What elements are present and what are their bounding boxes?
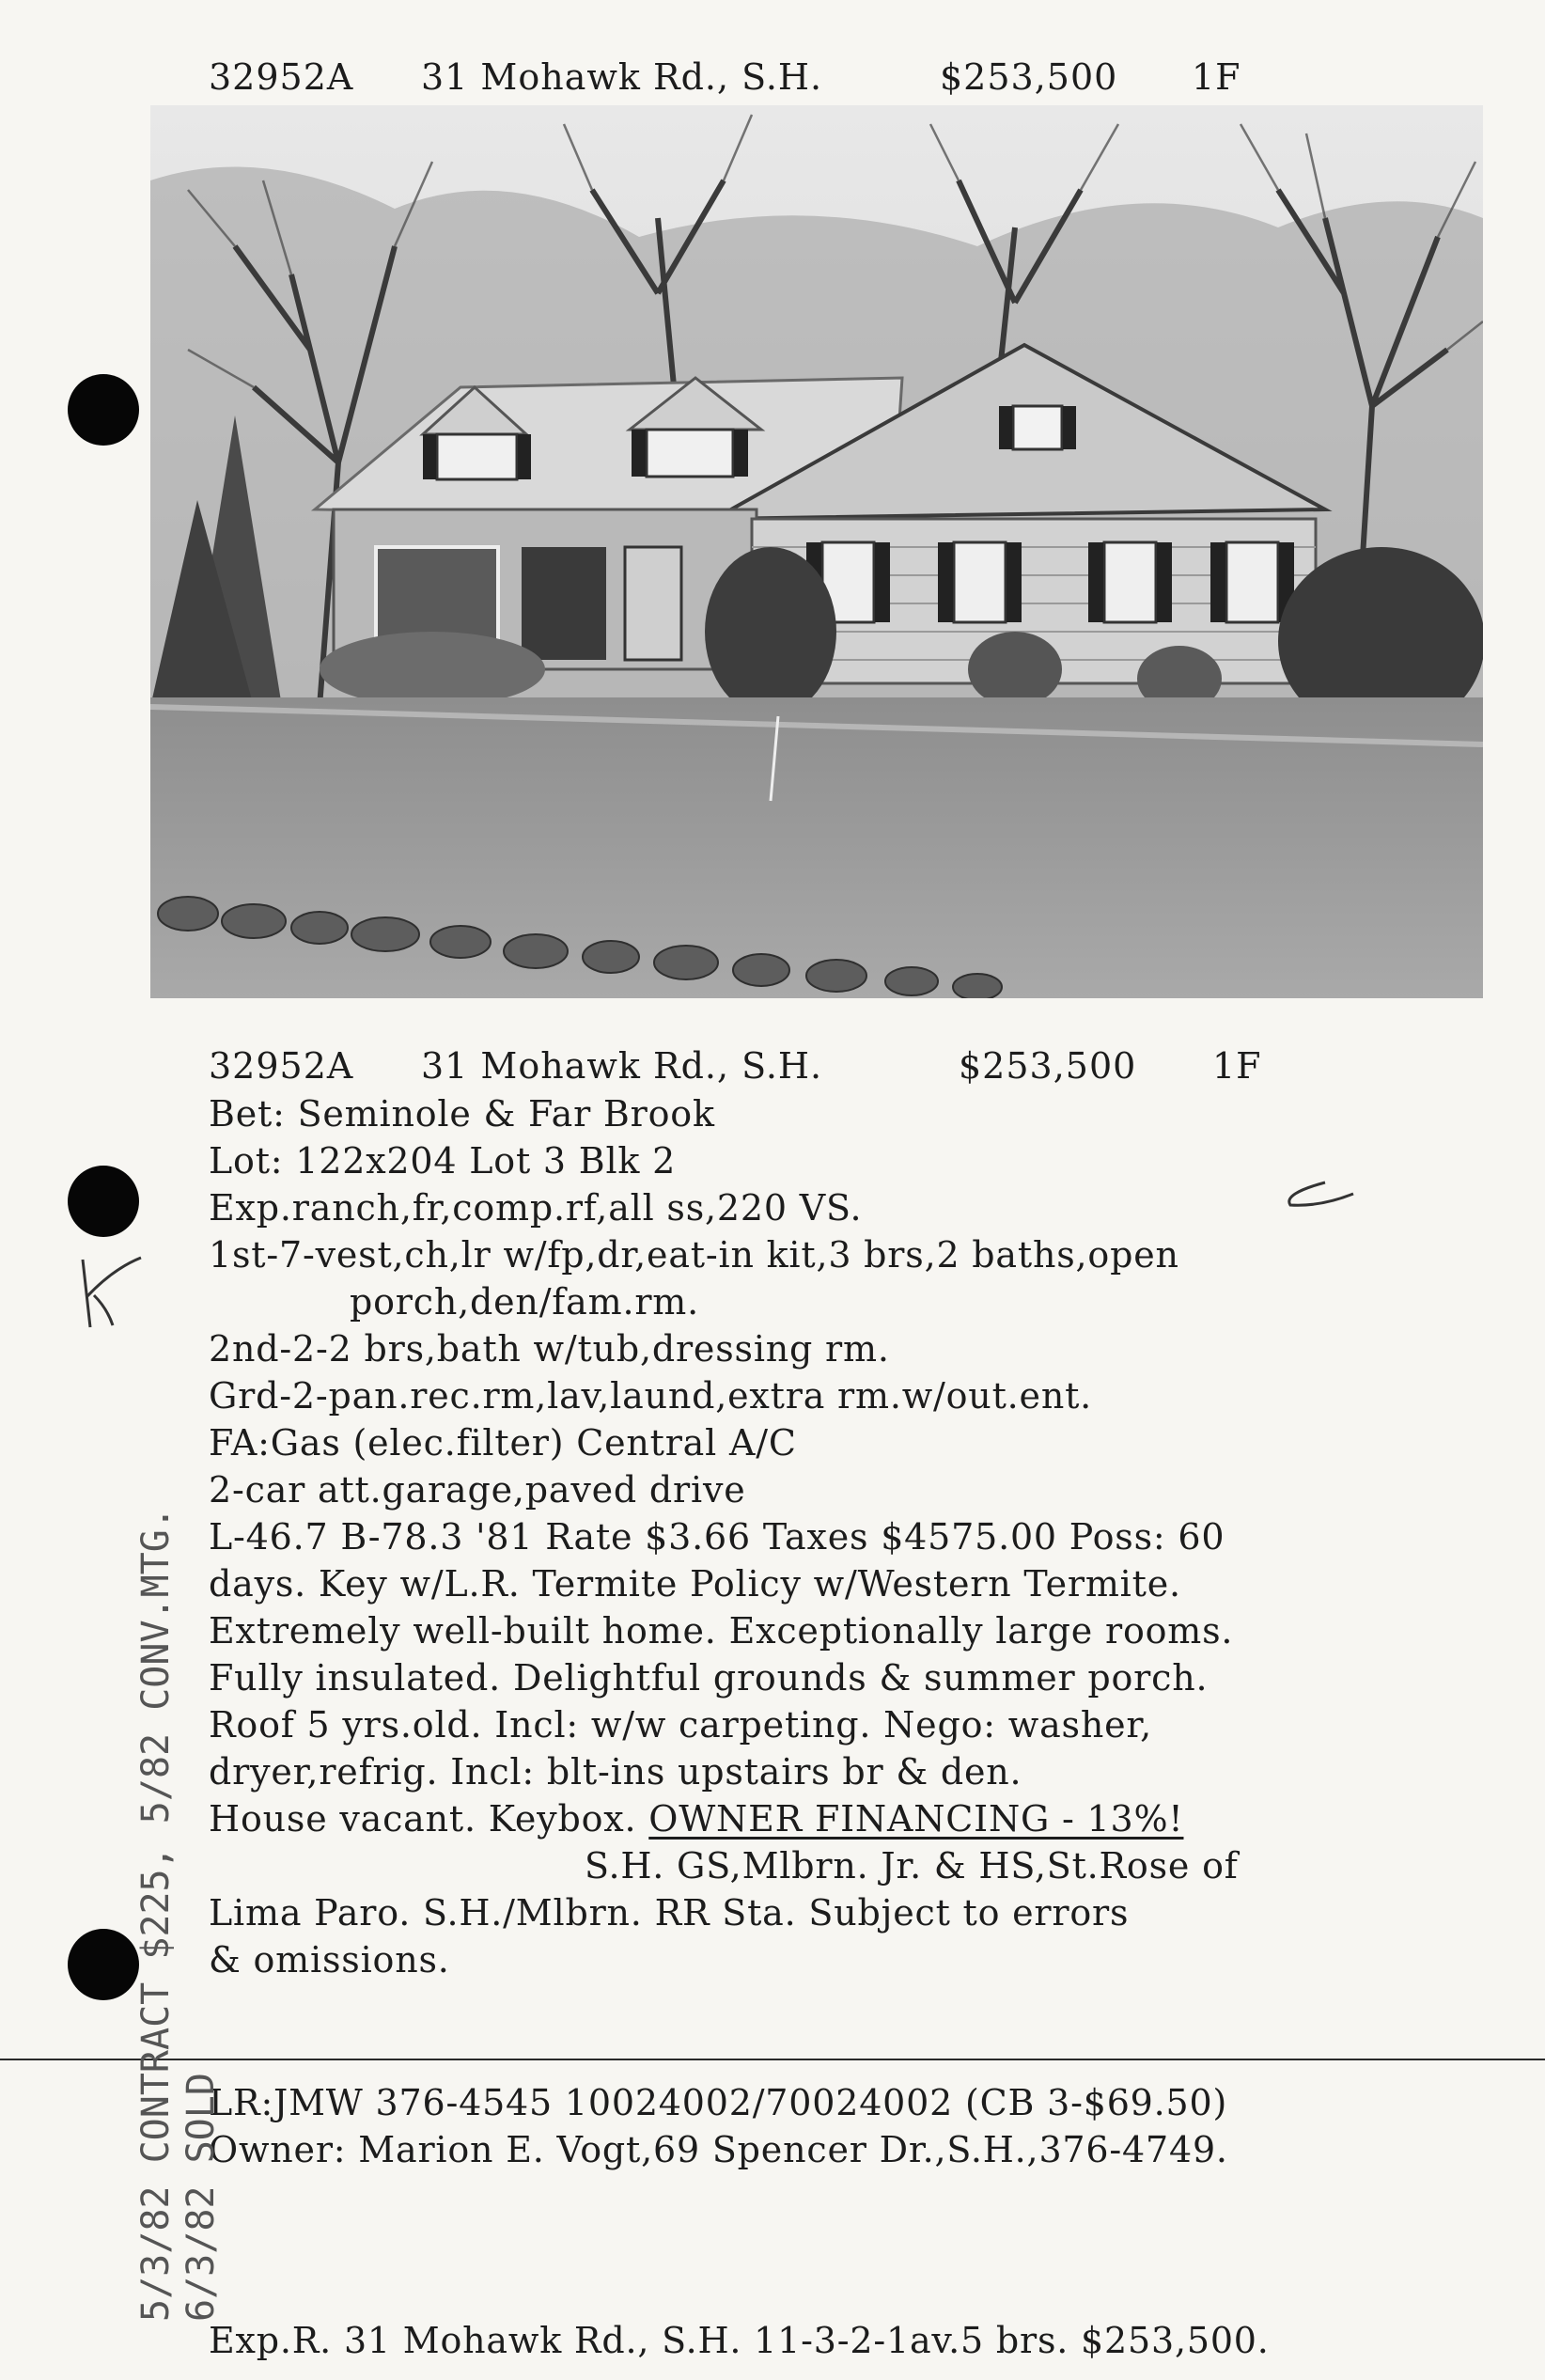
- bottom-summary-line: Exp.R. 31 Mohawk Rd., S.H. 11-3-2-1av.5 brs. $253,500.: [209, 2320, 1270, 2361]
- listing-line-heating: FA:Gas (elec.filter) Central A/C: [209, 1422, 797, 1464]
- check-scribble-icon: [1273, 1175, 1358, 1213]
- listing-line-remarks-1: Extremely well-built home. Exceptionally large rooms.: [209, 1610, 1234, 1652]
- k-scribble-icon: [66, 1250, 150, 1335]
- footer-divider: [0, 2059, 1545, 2060]
- listing-line-vacant: [209, 1795, 1506, 1842]
- listing-line-appliances: dryer,refrig. Incl: blt-ins upstairs br & den.: [209, 1751, 1022, 1793]
- listing-line-taxes: L-46.7 B-78.3 '81 Rate $3.66 Taxes $4575.00 Poss: 60: [209, 1516, 1225, 1558]
- owner-line: Owner: Marion E. Vogt,69 Spencer Dr.,S.H.,376-4749.: [209, 2129, 1228, 2170]
- header-code: 1F: [1192, 56, 1241, 98]
- listing-realtor-line: LR:JMW 376-4545 10024002/70024002 (CB 3-$69.50): [209, 2082, 1228, 2123]
- listing-body: [209, 1090, 1506, 1983]
- punch-hole-icon: [68, 1929, 139, 2000]
- header-listing-no: 32952A: [209, 56, 354, 98]
- margin-note-sold: 6/3/82 SOLD: [179, 2073, 223, 2322]
- listing-line-key: days. Key w/L.R. Termite Policy w/Western Termite.: [209, 1563, 1181, 1605]
- header-address: 31 Mohawk Rd., S.H.: [421, 56, 823, 98]
- summary-address: 31 Mohawk Rd., S.H.: [421, 1045, 823, 1087]
- listing-summary-row: [0, 1043, 1545, 1088]
- header-price: $253,500: [940, 56, 1118, 98]
- summary-price: $253,500: [959, 1045, 1137, 1087]
- summary-code: 1F: [1212, 1045, 1262, 1087]
- listing-line-style: Exp.ranch,fr,comp.rf,all ss,220 VS.: [209, 1187, 863, 1229]
- listing-line-schools-cont: Lima Paro. S.H./Mlbrn. RR Sta. Subject to errors: [209, 1892, 1130, 1934]
- vacant-text: House vacant. Keybox.: [209, 1798, 649, 1840]
- footer-block: [209, 2079, 1228, 2173]
- header-row: [0, 55, 1545, 111]
- summary-listing-no: 32952A: [209, 1045, 354, 1087]
- listing-line-first-floor: 1st-7-vest,ch,lr w/fp,dr,eat-in kit,3 brs,2 baths,open: [209, 1234, 1179, 1276]
- listing-line-ground-floor: Grd-2-pan.rec.rm,lav,laund,extra rm.w/out.ent.: [209, 1375, 1093, 1417]
- listing-line-second-floor: 2nd-2-2 brs,bath w/tub,dressing rm.: [209, 1328, 890, 1370]
- listing-line-schools: S.H. GS,Mlbrn. Jr. & HS,St.Rose of: [585, 1845, 1239, 1887]
- listing-line-disclaimer: & omissions.: [209, 1939, 450, 1981]
- listing-line-garage: 2-car att.garage,paved drive: [209, 1469, 746, 1511]
- margin-notes: [133, 1507, 224, 2322]
- listing-line-between: Bet: Seminole & Far Brook: [209, 1093, 715, 1135]
- punch-hole-icon: [68, 374, 139, 446]
- margin-note-contract: 5/3/82 CONTRACT $225, 5/82 CONV.MTG.: [134, 1507, 178, 2322]
- listing-line-first-floor-cont: porch,den/fam.rm.: [350, 1281, 700, 1323]
- listing-line-remarks-2: Fully insulated. Delightful grounds & summer porch.: [209, 1657, 1209, 1699]
- house-photo: [150, 105, 1483, 998]
- listing-line-lot: Lot: 122x204 Lot 3 Blk 2: [209, 1140, 677, 1182]
- punch-hole-icon: [68, 1166, 139, 1237]
- listing-line-roof: Roof 5 yrs.old. Incl: w/w carpeting. Nego: washer,: [209, 1704, 1153, 1746]
- owner-financing-note: OWNER FINANCING - 13%!: [648, 1798, 1184, 1840]
- house-photo-svg: [150, 105, 1483, 998]
